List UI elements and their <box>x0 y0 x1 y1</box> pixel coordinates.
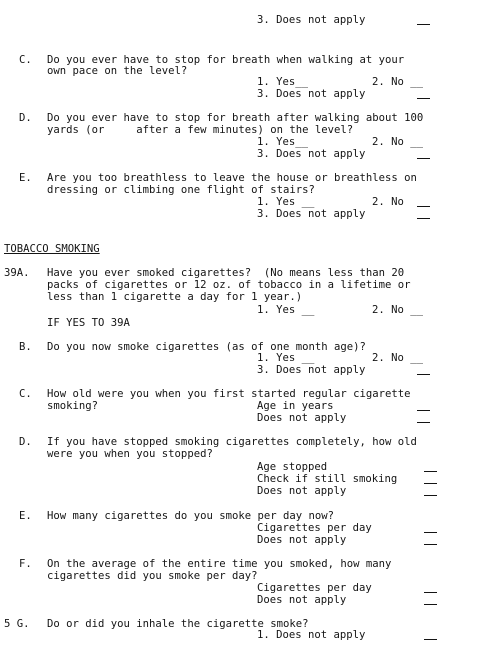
option-cigarettes-per-day: Cigarettes per day <box>257 522 372 534</box>
option-yes[interactable]: 1. Yes__ <box>257 76 309 88</box>
question-text: dressing or climbing one flight of stairs? <box>47 184 315 196</box>
option-age: Age in years <box>257 400 334 412</box>
option-does-not-apply: 3. Does not apply <box>257 148 366 160</box>
question-text: less than 1 cigarette a day for 1 year.) <box>47 291 303 303</box>
question-label: F. <box>19 558 32 570</box>
question-text: Do you ever have to stop for breath after walking about 100 <box>47 112 424 124</box>
option-does-not-apply: 3. Does not apply <box>257 208 366 220</box>
question-text: Do you now smoke cigarettes (as of one month age)? <box>47 341 366 353</box>
question-label: 5 G. <box>4 618 30 630</box>
answer-blank[interactable] <box>424 463 437 472</box>
answer-blank[interactable] <box>424 487 437 496</box>
question-text: yards (or after a few minutes) on the level? <box>47 124 354 136</box>
option-does-not-apply: Does not apply <box>257 485 347 497</box>
question-label: E. <box>19 172 32 184</box>
option-no[interactable]: 2. No __ <box>372 76 424 88</box>
answer-blank[interactable] <box>417 16 430 25</box>
question-text: cigarettes did you smoke per day? <box>47 570 258 582</box>
question-text: were you when you stopped? <box>47 448 213 460</box>
question-label: D. <box>19 112 32 124</box>
option-no[interactable]: 2. No __ <box>372 136 424 148</box>
question-label: C. <box>19 54 32 66</box>
answer-blank[interactable] <box>417 90 430 99</box>
answer-blank[interactable] <box>417 198 430 207</box>
question-label: D. <box>19 436 32 448</box>
option-does-not-apply: 3. Does not apply <box>257 14 366 26</box>
question-text: Are you too breathless to leave the house or breathless on <box>47 172 417 184</box>
question-text: smoking? <box>47 400 99 412</box>
option-yes[interactable]: 1. Yes __ <box>257 352 315 364</box>
answer-blank[interactable] <box>417 210 430 219</box>
option-age-stopped: Age stopped <box>257 461 328 473</box>
option-does-not-apply: Does not apply <box>257 594 347 606</box>
question-text: How many cigarettes do you smoke per day now? <box>47 510 335 522</box>
option-no[interactable]: 2. No __ <box>372 352 424 364</box>
question-text: How old were you when you first started regular cigarette <box>47 388 411 400</box>
answer-blank[interactable] <box>424 536 437 545</box>
answer-blank[interactable] <box>424 596 437 605</box>
question-text: Do you ever have to stop for breath when walking at your <box>47 54 405 66</box>
answer-blank[interactable] <box>417 150 430 159</box>
option-yes[interactable]: 1. Yes __ <box>257 196 315 208</box>
option-does-not-apply: Does not apply <box>257 534 347 546</box>
answer-blank[interactable] <box>417 366 430 375</box>
option-no[interactable]: 2. No __ <box>372 304 424 316</box>
question-text: Have you ever smoked cigarettes? (No means less than 20 <box>47 267 405 279</box>
question-label: B. <box>19 341 32 353</box>
question-label: 39A. <box>4 267 30 279</box>
answer-blank[interactable] <box>417 414 430 423</box>
option-does-not-apply: 3. Does not apply <box>257 88 366 100</box>
option-still-smoking: Check if still smoking <box>257 473 398 485</box>
answer-blank[interactable] <box>424 631 437 640</box>
question-text: packs of cigarettes or 12 oz. of tobacco in a lifetime or <box>47 279 411 291</box>
followup-note: IF YES TO 39A <box>47 317 130 329</box>
question-text: Do or did you inhale the cigarette smoke? <box>47 618 309 630</box>
option-yes[interactable]: 1. Yes __ <box>257 304 315 316</box>
section-heading: TOBACCO SMOKING <box>4 243 100 255</box>
question-text: If you have stopped smoking cigarettes completely, how old <box>47 436 417 448</box>
question-text: On the average of the entire time you smoked, how many <box>47 558 392 570</box>
answer-blank[interactable] <box>417 402 430 411</box>
question-label: E. <box>19 510 32 522</box>
option-does-not-apply: 1. Does not apply <box>257 629 366 641</box>
question-text: own pace on the level? <box>47 65 188 77</box>
answer-blank[interactable] <box>424 475 437 484</box>
answer-blank[interactable] <box>424 524 437 533</box>
question-label: C. <box>19 388 32 400</box>
option-does-not-apply: 3. Does not apply <box>257 364 366 376</box>
answer-blank[interactable] <box>424 584 437 593</box>
option-does-not-apply: Does not apply <box>257 412 347 424</box>
option-yes[interactable]: 1. Yes__ <box>257 136 309 148</box>
option-cigarettes-per-day: Cigarettes per day <box>257 582 372 594</box>
option-no[interactable]: 2. No <box>372 196 404 208</box>
